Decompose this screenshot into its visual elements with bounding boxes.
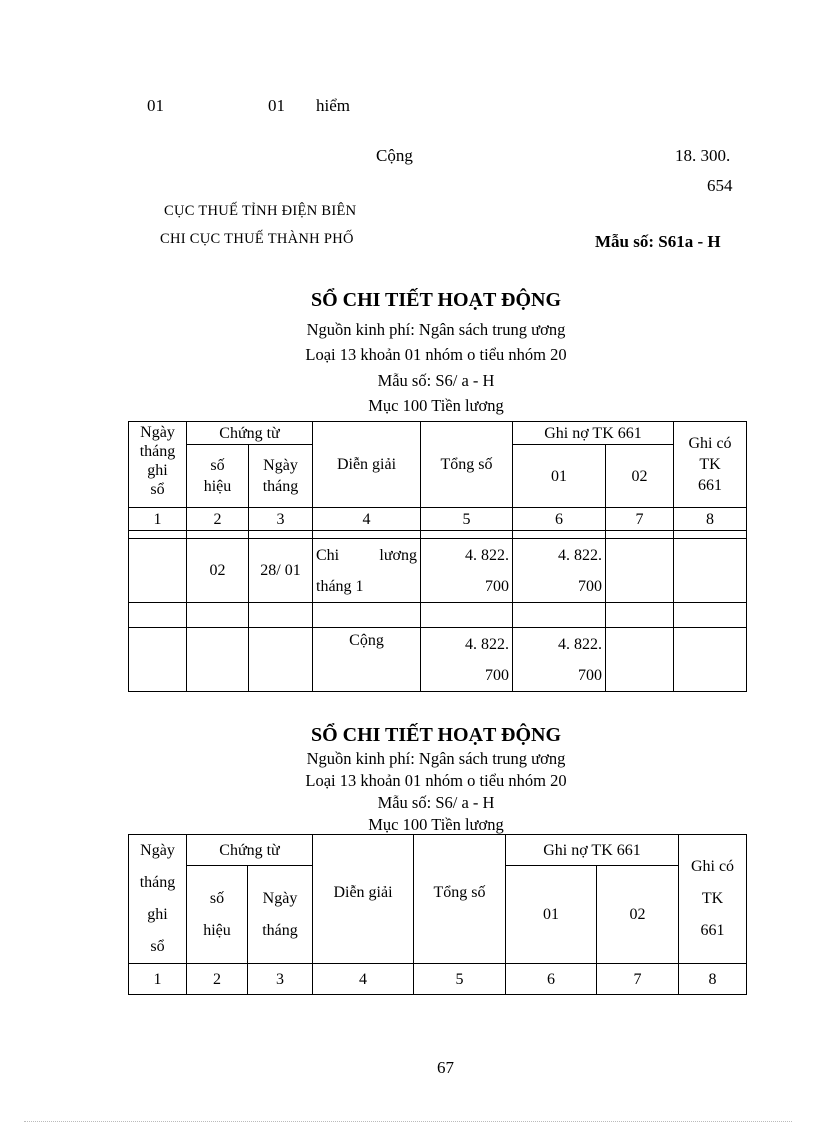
section1-category: Loại 13 khoản 01 nhóm o tiểu nhóm 20 [305,345,567,364]
form-code: Mẫu số: S61a - H [595,232,721,251]
col-number: 7 [597,964,679,995]
header-voucher: Chứng từ [187,422,313,445]
header-debit: Ghi nợ TK 661 [513,422,674,445]
section2-title: SỔ CHI TIẾT HOẠT ĐỘNG [310,724,562,746]
col-number: 6 [506,964,597,995]
col-number: 1 [129,508,187,531]
top-row-col1: 01 [147,96,164,115]
sum-debit-01-cell: 4. 822. 700 [513,628,606,692]
header-voucher-no: số hiệu [187,445,249,508]
col-number: 8 [674,508,747,531]
col-number: 6 [513,508,606,531]
col-number: 4 [313,508,421,531]
section1-form: Mẫu số: S6/ a - H [377,371,495,390]
header-debit-02: 02 [597,866,679,964]
empty-row [129,603,747,628]
bottom-divider [24,1121,792,1122]
column-number-row [129,964,747,995]
voucher-date-cell: 28/ 01 [249,539,313,603]
header-total: Tổng số [414,835,506,964]
ledger-table-1 [128,421,747,692]
agency-line1: CỤC THUẾ TỈNH ĐIỆN BIÊN [164,203,357,219]
section1-item: Mục 100 Tiền lương [368,396,504,415]
voucher-no-cell: 02 [187,539,249,603]
col-number: 5 [414,964,506,995]
table-row [129,539,747,603]
spacer-row [129,531,747,539]
ledger-table-2 [128,834,747,995]
column-number-row [129,508,747,531]
header-debit-02: 02 [606,445,674,508]
col-number: 4 [313,964,414,995]
section1-title: SỔ CHI TIẾT HOẠT ĐỘNG [310,289,562,311]
debit-01-cell: 4. 822. 700 [513,539,606,603]
header-debit-01: 01 [506,866,597,964]
col-number: 7 [606,508,674,531]
col-number: 8 [679,964,747,995]
total-amount-line2: 654 [707,176,733,195]
col-number: 3 [248,964,313,995]
col-number: 5 [421,508,513,531]
section2-funding-source: Nguồn kinh phí: Ngân sách trung ương [306,749,566,768]
col-number: 2 [187,964,248,995]
header-voucher: Chứng từ [187,835,313,866]
sum-row [129,628,747,692]
col-number: 2 [187,508,249,531]
col-number: 1 [129,964,187,995]
col-number: 3 [249,508,313,531]
header-total: Tổng số [421,422,513,508]
header-date-recorded: Ngày tháng ghi sổ [129,835,187,964]
section2-item: Mục 100 Tiền lương [368,815,504,834]
total-amount-line1: 18. 300. [675,146,731,165]
section2-category: Loại 13 khoản 01 nhóm o tiểu nhóm 20 [305,771,567,790]
total-label: Cộng [376,146,413,165]
sum-label: Cộng [313,628,421,692]
header-debit-01: 01 [513,445,606,508]
section1-funding-source: Nguồn kinh phí: Ngân sách trung ương [306,320,566,339]
page-number: 67 [437,1058,454,1077]
header-voucher-no: số hiệu [187,866,248,964]
header-credit: Ghi có TK 661 [674,422,747,508]
total-cell: 4. 822. 700 [421,539,513,603]
header-description: Diễn giải [313,835,414,964]
agency-line2: CHI CỤC THUẾ THÀNH PHỐ [160,231,354,247]
header-date-recorded: Ngày tháng ghi sổ [129,422,187,508]
top-row-col2: 01 [268,96,285,115]
header-credit: Ghi có TK 661 [679,835,747,964]
header-voucher-date: Ngày tháng [248,866,313,964]
top-row-col3: hiểm [316,96,350,115]
header-description: Diễn giải [313,422,421,508]
header-debit: Ghi nợ TK 661 [506,835,679,866]
sum-total-cell: 4. 822. 700 [421,628,513,692]
section2-form: Mẫu số: S6/ a - H [377,793,495,812]
description-cell: Chi lương tháng 1 [313,539,421,603]
header-voucher-date: Ngày tháng [249,445,313,508]
